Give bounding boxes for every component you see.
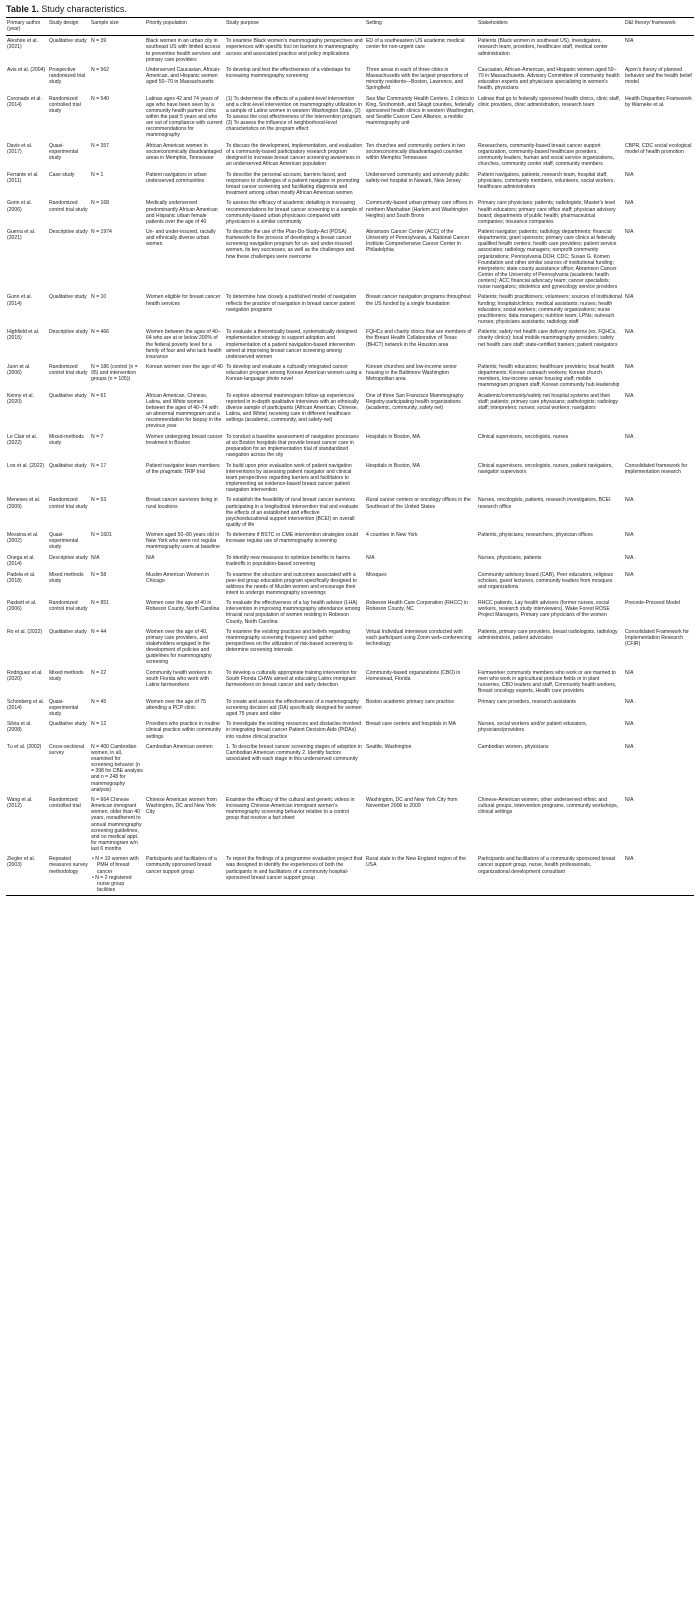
table-row [6, 627, 694, 668]
cell-sample-size: N = 17 [91, 462, 107, 469]
cell-study-purpose: To develop a culturally appropriate training intervention for South Florida CHWs aimed at educating Latinx immigrant farmworkers on breast cancer and early detection [226, 669, 357, 689]
cell-study-design: Quasi-experimental study [49, 142, 79, 162]
cell-sample-size: N = 400 Cambodian women, in all, examined for screening behavior (n = 398 for CBE analysis and n = 248 for mammography analysis) [91, 744, 143, 793]
cell-setting: Korean churches and low-income senior housing in the Baltimore Washington Metropolitan area [366, 364, 457, 383]
cell-framework: N/A [625, 433, 634, 440]
table-row [6, 795, 694, 854]
cell-study-purpose: To explore abnormal mammogram follow-up experiences reported in in-depth qualitative interviews with an ethnically diverse sample of participants (African American, Chinese, Latina, and White) receiving care in different healthcare settings (academic, community, and safety-net) [226, 392, 359, 424]
cell-sample-size: N = 562 [91, 67, 109, 74]
cell-framework: Ajzen's theory of planned behavior and the health belief model [625, 67, 692, 86]
cell-study-purpose: To describe the use of the Plan-Do-Study-Act (PDSA) framework to the process of developing a breast cancer screening navigation program for un- and under-insured women, its key successes, as well as the challenges and how these challenges were overcome [226, 229, 355, 260]
column-header: D&I theory/ framework [624, 18, 694, 36]
cell-study-purpose: To build upon prior evaluation work of patient navigation interventions by assessing patient navigator and clinical team perspectives regarding barriers and facilitators to implementing an evidence-based breast cancer patient navigation intervention [226, 462, 352, 493]
cell-study-design: Repeated measures survey methodology [49, 856, 88, 875]
cell-author: Ro et al. (2022) [7, 629, 43, 635]
cell-priority-population: Participants and facilitators of a community sponsored breast cancer support group [146, 856, 217, 875]
cell-study-design: Randomized controlled trial [49, 797, 81, 810]
cell-priority-population: Un- and under-insured, racially and ethnically diverse urban women [146, 229, 216, 248]
cell-author: Paskett et al. (2006) [7, 600, 37, 613]
cell-priority-population: African American women in socioeconomically disadvantaged areas in Memphis, Tennessee [146, 142, 222, 162]
cell-priority-population: African American, Chinese, Latina, and White women between the ages of 40–74 with an abnormal mammogram and a recommendation for biopsy in the previous year [146, 392, 222, 430]
cell-study-design: Quasi-experimental study [49, 698, 79, 717]
cell-framework: N/A [625, 364, 634, 371]
cell-study-purpose: To examine the structure and outcomes associated with a peer-led group education program specifically designed to address the needs of Muslim women and encourage their intent to undergo mammography screenings [226, 571, 357, 596]
cell-setting: Breast cancer navigation programs throughout the US funded by a single foundation [366, 294, 471, 307]
cell-framework: CBPR, CDC social ecological model of health promotion [625, 142, 692, 155]
column-header: Study design [48, 18, 90, 36]
cell-stakeholders: Clinical supervisors, oncologists, nurses, patient navigators, navigator supervisors [478, 462, 613, 475]
cell-stakeholders: Primary care physicians; patients; radiologists; Master's level health educators; primary care office staff; physician advisory board; departments of public health; pharmaceutical companies; insurance companies [478, 200, 616, 225]
cell-setting: 4 counties in New York [366, 532, 418, 539]
cell-framework: Health Disparities Framework by Warneke et al. [625, 95, 692, 108]
cell-priority-population: Women over the age of 40 in Robeson County, North Carolina [146, 600, 220, 613]
cell-study-purpose: To describe the personal account, barriers faced, and responses to challenges of a patient navigator in promoting breast cancer screening and facilitating diagnosis and treatment among urban mostly African American women [226, 171, 360, 196]
sample-bullet: • N = 10 women with PMH of breast cancer [92, 856, 139, 875]
table-row [6, 391, 694, 432]
cell-study-purpose: To develop and test the effectiveness of a videotape for increasing mammography screening [226, 67, 351, 80]
cell-priority-population: Muslim American Women in Chicago [146, 571, 210, 584]
cell-sample-size: N = 7 [91, 433, 104, 440]
cell-framework: N/A [625, 669, 634, 676]
cell-sample-size: N = 1 [91, 171, 104, 178]
cell-framework: N/A [625, 38, 634, 45]
cell-priority-population: Women aged 50–80 years old in New York who were not regular mammography users at baseline [146, 532, 220, 551]
cell-setting: Abramson Cancer Center (ACC) of the University of Pennsylvania, a National Cancer Institute Comprehensive Cancer Center in Philadelphia [366, 229, 470, 254]
cell-stakeholders: RHCC patients, Lay health advisors (former nurses, social workers, research study interviewers), Wake Forest ROSE Project Managers, Primary care physicians of the women [478, 600, 610, 619]
cell-framework: N/A [625, 497, 634, 504]
cell-study-design: Mixed methods study [49, 669, 84, 683]
cell-priority-population: Women over the age of 40, primary care providers, and stakeholders engaged in the development of policies and guidelines for mammography screening [146, 629, 212, 666]
cell-stakeholders: Patients; safety net health care delivery systems (ex. FQHCs, charity clinics); local mobile mammography providers; safety net health care staff; state-certified trainers; patient navigators [478, 329, 618, 348]
cell-study-design: Qualitative study [49, 392, 87, 399]
cell-author: Juon et al. (2006) [7, 364, 31, 377]
cell-stakeholders: Clinical supervisors, oncologists, nurses [478, 433, 569, 440]
column-header: Primary author (year) [6, 18, 48, 36]
cell-study-purpose: To assess the efficacy of academic detailing in increasing recommendations for breast cancer screening in a sample of community-based urban physicians compared with physicians in a similar community [226, 200, 363, 225]
cell-setting: ED of a southeastern US academic medical center for non-urgent care [366, 38, 465, 51]
cell-priority-population: Medically underserved predominantly African American and Hispanic urban female patients over the age of 40 [146, 200, 218, 225]
cell-stakeholders: Primary care providers, research assistants [478, 698, 576, 705]
cell-sample-size: N = 53 [91, 497, 107, 504]
sample-bullet: • N = 2 registered nurse group facilities [92, 874, 132, 893]
cell-study-purpose: To determine if BSTC or CME intervention strategies could increase regular use of mammography screening [226, 532, 358, 545]
cell-stakeholders: Patient navigator; patients; radiology departments; financial departments; grant sponsors; primary care clinics at federally qualified health centers; health care providers; patient service associates; radiology managers; nonprofit community organizations; Pennsylvania DOH; CDC; Susan G. Komen Foundation and other similar sources of institutional funding; interpreters; state county assistance office; Abramson Cancer Center of the University of Pennsylvania (academic health centers); ACC financial advocacy team; cancer specialists; nurse navigators; obstetrics and gynecology service providers [478, 229, 618, 290]
table-row [6, 65, 694, 94]
cell-setting: Washington, DC and New York City from November 2006 to 2009 [366, 797, 458, 810]
cell-setting: Underserved community and university public safety-net hospital in Newark, New Jersey [366, 171, 469, 184]
table-row [6, 94, 694, 141]
cell-author: Onega et al. (2014) [7, 554, 35, 568]
table-row [6, 668, 694, 697]
cell-priority-population: Underserved Caucasian, African-American, and Hispanic women aged 50–70 in Massachusetts [146, 67, 221, 86]
cell-sample-size: N = 10 [91, 294, 107, 301]
cell-study-design: Randomized controlled trial study [49, 95, 81, 115]
table-bottom-rule [6, 895, 694, 896]
cell-sample-size: N = 186 (control (n = 95) and intervention groups (n = 105)) [91, 364, 138, 383]
cell-framework: N/A [625, 229, 634, 236]
cell-setting: Hospitals in Boston, MA [366, 462, 421, 469]
cell-study-design: Randomized control trial study [49, 600, 88, 613]
cell-sample-size: N = 664 Chinese American immigrant women, older than 40 years, nonadherent to annual mammography screening guidelines, and no medical appt. for mammogram w/n last 6 months [91, 797, 142, 852]
cell-author: Guerra et al. (2021) [7, 229, 36, 242]
column-header: Sample size [90, 18, 145, 36]
cell-stakeholders: Patients; health educators; healthcare providers; local health departments; Korean outreach workers; Korean church members, low-income senior housing staff; mobile mammogram program staff; Korean community hub leadership [478, 364, 620, 389]
cell-author: Le Clair et al. (2022) [7, 433, 38, 446]
cell-stakeholders: Nurses, social workers and/or patient educators, physicians/providers [478, 721, 588, 734]
cell-sample-size: N = 61 [91, 392, 107, 399]
cell-author: Tu et al. (2002) [7, 744, 42, 750]
cell-framework: N/A [625, 200, 634, 207]
cell-priority-population: Patient navigators in urban underserved communities [146, 171, 207, 184]
cell-sample-size: N = 58 [91, 571, 107, 578]
cell-setting: Rural cancer centers or oncology offices in the Southeast of the United States [366, 497, 471, 510]
cell-framework: Consolidated framework for implementation research [625, 462, 688, 475]
cell-stakeholders: Patients, physicians, researchers, physician offices [478, 532, 593, 539]
cell-study-design: Randomized control trial study [49, 200, 88, 213]
cell-study-design: Qualitative study [49, 721, 87, 728]
table-row [6, 227, 694, 292]
cell-study-design: Descriptive study [49, 229, 88, 236]
cell-framework: N/A [625, 797, 634, 804]
cell-author: Aleshire et al. (2021) [7, 38, 38, 51]
cell-stakeholders: Chinese-American women, other underserved ethnic and cultural groups, intervention programs, community workshops, clinical settings [478, 797, 619, 816]
cell-setting: Three areas in each of three cities in Massachusetts with the largest proportions of minority residents—Boston, Lawrence, and Springfield [366, 67, 469, 92]
cell-priority-population: N/A [146, 554, 155, 561]
table-body [6, 36, 694, 895]
study-characteristics-table [6, 18, 694, 895]
table-row [6, 292, 694, 327]
cell-study-design: Mixed-methods study [49, 433, 84, 446]
cell-study-design: Case study [49, 171, 75, 178]
cell-framework: Consolidated Framework for Implementation Research (CFIR) [625, 629, 689, 648]
cell-sample-size: N = 851 [91, 600, 109, 607]
cell-priority-population: Women between the ages of 40–64 who are at or below 200% of the federal poverty level for a family of four and who lack health insurance [146, 329, 222, 360]
cell-priority-population: Black women in an urban city in southeast US with limited access to preventive health services and primary care providers [146, 38, 221, 63]
cell-stakeholders: Patients; health practitioners; volunteers; sources of institutional funding; hospitals/clinics; medical assistants; nurses; health educators; social workers; community organizations; nurse practitioners; data managers; nutrition team; LPNs; outreach nurses; physicians assistants; radiology staff [478, 294, 622, 325]
cell-study-purpose: To evaluate the effectiveness of a lay health advisor (LHA) intervention in improving mammography attendance among triracial rural population of women residing in Robeson County, North Carolina [226, 600, 361, 625]
cell-author: Schonberg et al. (2014) [7, 698, 45, 711]
cell-study-design: Randomized control trial study [49, 364, 88, 377]
cell-study-design: Prospective randomized trial study [49, 67, 86, 86]
cell-priority-population: Chinese American women from Washington, DC and New York City [146, 797, 217, 816]
cell-framework: N/A [625, 532, 634, 539]
cell-study-design: Randomized control trial study [49, 497, 88, 510]
cell-author: Silvia et al. (2008) [7, 721, 32, 734]
table-row [6, 36, 694, 65]
cell-stakeholders: Community advisory board (CAB), Peer educators, religious scholars, guest lecturers, community leaders from mosques and organizations [478, 571, 614, 590]
cell-author: Meneses et al. (2009) [7, 497, 41, 510]
cell-setting: Sea Mar Community Health Centers, 2 clinics in King, Snohomish, and Skagit counties, federally sponsored health clinics in western Washington, and Seattle Cancer Care Alliance, a mobile mammography unit [366, 95, 475, 127]
table-row [6, 854, 694, 895]
cell-setting: Virtual Individual interviews conducted with each participant using Zoom web-conferencing technology [366, 629, 472, 648]
cell-author: Messina et al. (2002) [7, 532, 39, 545]
cell-stakeholders: Cambodian women, physicians [478, 744, 549, 750]
cell-study-purpose: To develop and evaluate a culturally integrated cancer education program among Korean American women using a Korean-language photo novel [226, 364, 362, 383]
cell-author: Gorin et al. (2006) [7, 200, 32, 213]
table-row [6, 362, 694, 391]
cell-study-design: Descriptive study [49, 554, 88, 561]
cell-study-design: Qualitative study [49, 462, 87, 469]
cell-study-purpose: To determine how closely a published model of navigation reflects the practice of navigation in breast cancer patient navigation programs [226, 294, 357, 313]
cell-priority-population: Latinas ages 42 and 74 years of age who have been seen by a community health partner clinic within the past 5 years and who are out of compliance with current recommendations for mammography [146, 95, 223, 139]
cell-stakeholders: Academic/community/safety net hospital systems and their staff; patients; primary care physicians; pathologists; radiology staff; interpreters; nurses; social workers; navigators [478, 392, 619, 412]
table-header-row [6, 18, 694, 36]
cell-sample-size: N = 466 [91, 329, 109, 336]
cell-author: Coronado et al. (2014) [7, 95, 42, 108]
cell-priority-population: Cambodian American women [146, 744, 213, 750]
cell-study-purpose: Examine the efficacy of the cultural and generic videos in increasing Chinese-American immigrant women's mammography screening behavior relative to a control group that receive a fact sheet [226, 797, 355, 822]
cell-priority-population: Korean women over the age of 40 [146, 364, 223, 371]
cell-framework: N/A [625, 721, 634, 728]
cell-setting: Hospitals in Boston, MA [366, 433, 421, 440]
cell-stakeholders: Nurses, physicians, patients [478, 554, 542, 561]
table-row [6, 569, 694, 598]
cell-sample-size: N = 357 [91, 142, 109, 149]
cell-study-purpose: To discuss the development, implementation, and evaluation of a community-based participatory research program designed to increase breast cancer screening awareness in an underserved African American population [226, 142, 363, 168]
cell-author: Padela et al. (2018) [7, 571, 36, 584]
cell-sample-size: N/A [91, 554, 100, 561]
cell-setting: Seattle, Washington [366, 744, 412, 750]
cell-author: Davis et al. (2017) [7, 142, 33, 155]
cell-setting: Community-based urban primary care offices in northern Manhattan (Harlem and Washington Heights) and South Bronx [366, 200, 473, 219]
cell-author: Ferrante et al. (2011) [7, 171, 39, 184]
cell-stakeholders: Patients (Black women in southeast US), investigators, research team, providers, healthcare staff, medical center administration [478, 38, 608, 57]
table-row [6, 742, 694, 795]
column-header: Study purpose [225, 18, 365, 36]
cell-framework: N/A [625, 554, 634, 561]
cell-author: Ziegler et al. (2003) [7, 856, 36, 869]
cell-study-design: Qualitative study [49, 294, 87, 301]
cell-study-design: Quasi-experimental study [49, 532, 79, 551]
cell-setting: Ten churches and community centers in two socioeconomically disadvantaged counties within Memphis Tennessee [366, 142, 466, 162]
table-row [6, 697, 694, 720]
table-row [6, 530, 694, 553]
table-row [6, 719, 694, 742]
cell-stakeholders: Participants and facilitators of a community sponsored breast cancer support group, nurse, health professionals, organizational development consultant [478, 856, 616, 875]
table-caption [6, 4, 694, 14]
cell-priority-population: Providers who practice in routine clinical practice within community settings [146, 721, 222, 740]
table-row [6, 169, 694, 198]
table-row [6, 141, 694, 170]
cell-sample-size [90, 854, 145, 895]
cell-priority-population: Women over the age of 75 attending a PCP clinic [146, 698, 206, 711]
cell-study-purpose: 1. To describe breast cancer screening stages of adoption in Cambodian American community 2. Identify factors associated with each stage in this underserved community [226, 744, 362, 763]
cell-sample-size: N = 12 [91, 721, 107, 728]
cell-study-purpose: To conduct a baseline assessment of navigation processes at six Boston hospitals that provide breast cancer care in preparation for an implementation trial of standardized navigation across the city [226, 433, 359, 459]
cell-framework: N/A [625, 856, 634, 863]
column-header: Setting [365, 18, 477, 36]
table-caption-label: Table 1. [6, 4, 39, 14]
cell-priority-population: Community health workers in south Florida who work with Latinx farmworkers [146, 669, 212, 689]
cell-sample-size: N = 44 [91, 629, 107, 635]
cell-setting: Mosques [366, 571, 387, 578]
cell-study-purpose: To examine Black women's mammography perspectives and experiences with specific foci on barriers to mammography access and associated practice and policy implications [226, 38, 363, 57]
cell-author: Rodriguez et al. (2020) [7, 669, 43, 683]
cell-setting: Rural state in the New England region of the USA [366, 856, 466, 869]
cell-study-design: Cross-sectional survey [49, 744, 85, 757]
cell-study-purpose: To investigate the existing resources and obstacles involved in integrating breast cancer Patient Decision Aids (PtDAs) into routine clinical practice [226, 721, 362, 740]
cell-sample-size: N = 45 [91, 698, 107, 705]
cell-sample-size: N = 1974 [91, 229, 112, 236]
cell-framework: Precede-Proceed Model [625, 600, 680, 607]
cell-framework: N/A [625, 698, 634, 705]
cell-framework: N/A [625, 392, 634, 399]
cell-stakeholders: Researchers, community-based breast cancer support organization, community-based healthcare providers, community leaders, human and social service organizations, churches, community center staff, community members [478, 142, 615, 168]
cell-author: Kenny et al. (2020) [7, 392, 34, 405]
cell-author: Wang et al. (2012) [7, 797, 33, 810]
cell-study-design: Qualitative study [49, 629, 87, 635]
cell-stakeholders: Caucasian, African-American, and Hispanic women aged 50–70 in Massachusetts, Advisory Committee of community health education experts and physicians specializing in women's health, physicians [478, 67, 620, 92]
table-row [6, 198, 694, 227]
cell-setting: FQHCs and charity clinics that are members of the Breast Health Collaborative of Texas (BHCT) network in the Houston area [366, 329, 472, 348]
cell-setting: Breast care centers and hospitals in MA [366, 721, 457, 728]
table-row [6, 327, 694, 362]
cell-study-purpose: To establish the feasibility of rural breast cancer survivors participating in a longitudinal intervention trial and evaluate the effects of an established and effective psychoeducational support intervention (BCEI) on overall quality of life [226, 497, 359, 528]
cell-sample-size: N = 168 [91, 200, 109, 207]
cell-study-purpose: To identify new measures to optimize benefits to harms tradeoffs in population-based screening [226, 554, 351, 568]
cell-setting: Robeson Health Care Corporation (RHCC) in Robeson County, NC [366, 600, 468, 613]
cell-study-purpose: To create and assess the effectiveness of a mammography screening decision aid (DA) specifically designed for women aged 75 years and older [226, 698, 362, 717]
table-row [6, 460, 694, 495]
cell-study-purpose: To report the findings of a programme evaluation project that was designed to identify the experiences of both the participants in and facilitators of a community hospital-sponsored breast cancer support group [226, 856, 363, 881]
cell-author: Avis et al. (2004) [7, 67, 46, 74]
cell-framework: N/A [625, 171, 634, 178]
cell-stakeholders: Patient navigators, patients, research team, hospital staff, physicians, community members, volunteers, social workers, healthcare administrators [478, 171, 615, 190]
cell-study-purpose: To evaluate a theoretically based, systematically designed implementation strategy to support adoption and implementation of a patient navigation-based intervention aimed at improving breast cancer screening among underserved women [226, 329, 357, 360]
cell-study-purpose: To examine the existing practices and beliefs regarding mammography screening frequency and gather perspectives on the utilization of risk-based screening to determine screening intervals [226, 629, 353, 654]
cell-study-design: Qualitative study [49, 38, 87, 45]
cell-framework: N/A [625, 294, 634, 301]
table-caption-text: Study characteristics. [41, 4, 127, 14]
cell-framework: N/A [625, 744, 634, 750]
cell-setting: Boston academic primary care practice [366, 698, 455, 705]
cell-stakeholders: Latinas that go to federally sponsored health clinics, clinic staff, clinic providers, clinic administration, research team [478, 95, 621, 108]
cell-sample-size: N = 540 [91, 95, 109, 102]
cell-priority-population: Patient navigator team members of the pragmatic TRIP trial [146, 462, 220, 475]
cell-framework: N/A [625, 571, 634, 578]
cell-author: Loo et al. (2022) [7, 462, 45, 469]
cell-priority-population: Women undergoing breast cancer treatment in Boston [146, 433, 223, 446]
cell-study-purpose: (1) To determine the effects of a patient-level intervention and a clinic-level intervention on mammography utilization in a sample of Latino women in western Washington State, (2) To assess the cost effectiveness of the intervention program, (3) To assess the influence of neighborhood-level characteristics on the program effect [226, 95, 363, 133]
cell-stakeholders: Nurses, oncologists, patients, research investigators, BCEI research office [478, 497, 611, 510]
table-row [6, 495, 694, 530]
cell-stakeholders: Patients, primary care providers, breast radiologists, radiology administrators, patient advocates [478, 629, 618, 642]
cell-setting: Community-based organizations (CBO) in Homestead, Florida [366, 669, 461, 683]
cell-sample-size: N = 22 [91, 669, 107, 676]
cell-priority-population: Breast cancer survivors living in rural locations [146, 497, 218, 510]
cell-setting: One of three San Francisco Mammography Registry-participating health organizations (academic, community, safety net) [366, 392, 464, 412]
cell-sample-size: N = 1601 [91, 532, 112, 539]
column-header: Priority population [145, 18, 225, 36]
cell-priority-population: Women eligible for breast cancer health services [146, 294, 221, 307]
cell-study-design: Descriptive study [49, 329, 88, 336]
cell-study-design: Mixed methods study [49, 571, 84, 584]
cell-framework: N/A [625, 329, 634, 336]
cell-sample-size: N = 39 [91, 38, 107, 45]
cell-stakeholders: Farmworker community members who work or are married to men who work in agricultural produce fields or in plant nurseries, CBO leaders and staff, Community health workers, Breast oncology experts, Health care providers [478, 669, 617, 695]
cell-author: Gunn et al. (2014) [7, 294, 32, 307]
column-header: Stakeholders [477, 18, 624, 36]
table-row [6, 553, 694, 570]
cell-author: Highfield et al. (2015) [7, 329, 40, 342]
cell-setting: N/A [366, 554, 375, 561]
table-row [6, 432, 694, 461]
table-row [6, 598, 694, 627]
